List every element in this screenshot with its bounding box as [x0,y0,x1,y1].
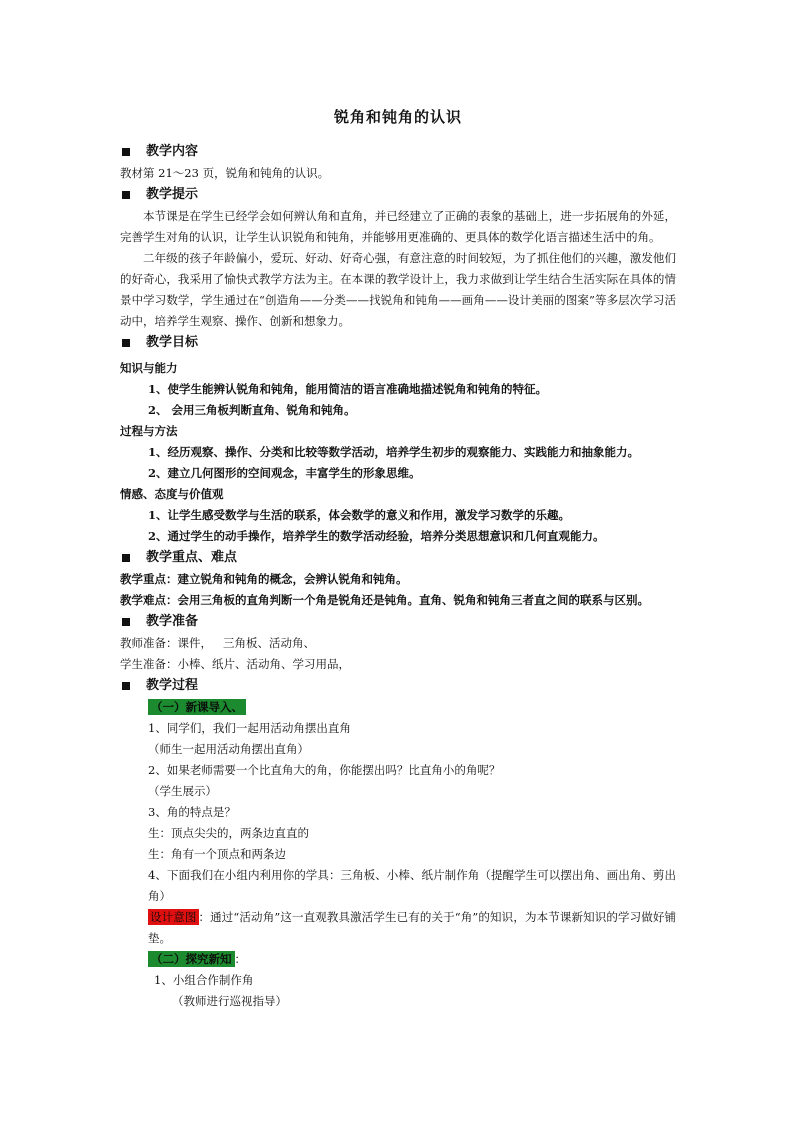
section-heading-text: 教学提示 [146,187,199,202]
section-heading-process [120,675,676,697]
process-sub-note: （教师进行巡视指导） [172,994,287,1008]
section-heading-text: 教学目标 [146,335,199,350]
process-part-1 [120,697,676,718]
section-heading-text: 教学重点、难点 [146,550,238,565]
bullet-square-icon [122,618,130,626]
process-answer: 生：角有一个顶点和两条边 [148,847,286,861]
process-part-2 [120,949,676,970]
design-intent [120,907,676,949]
section-heading-text: 教学过程 [146,678,199,693]
process-sub-step: 1、小组合作制作角 [154,973,254,987]
tips-paragraph-1: 本节课是在学生已经学会如何辨认角和直角，并已经建立了正确的表象的基础上，进一步拓展角的外延，完善学生对角的认识，让学生认识锐角和钝角，并能够用更准确的、更具体的数学化语言描述生活中的角。 [120,209,676,244]
key-focus: 教学重点：建立锐角和钝角的概念，会辨认锐角和钝角。 [120,572,408,586]
bullet-square-icon [122,339,130,347]
prep-teacher: 教师准备：课件， 三角板、活动角、 [120,636,315,650]
bullet-square-icon [122,554,130,562]
section-heading-goals [120,332,676,354]
tips-paragraph-2: 二年级的孩子年龄偏小，爱玩、好动、好奇心强，有意注意的时间较短，为了抓住他们的兴趣，激发他们的好奇心，我采用了愉快式教学方法为主。在本课的教学设计上，我力求做到让学生结合生活实际在具体的情景中学习数学，学生通过在“创造角——分类——找锐角和钝角——画角——设计美丽的图案”等多层次学习活动中，培养学生观察、操作、创新和想象力。 [120,251,676,328]
section-heading-prep [120,611,676,633]
content-text: 教材第 21～23 页，锐角和钝角的认识。 [120,166,330,180]
goal-item: 1、经历观察、操作、分类和比较等数学活动，培养学生初步的观察能力、实践能力和抽象能力。 [148,445,639,459]
part-2-suffix: ： [234,952,246,966]
part-2-highlight: （二）探究新知 [148,951,235,967]
prep-student: 学生准备：小棒、纸片、活动角、学习用品， [120,657,350,671]
goal-item: 2、 会用三角板判断直角、锐角和钝角。 [148,403,356,417]
section-heading-tips [120,184,676,206]
section-heading-text: 教学内容 [146,144,199,159]
design-intent-text: ：通过“活动角”这一直观教具激活学生已有的关于“角”的知识，为本节课新知识的学习做好铺垫。 [148,910,677,945]
process-answer: 生：顶点尖尖的，两条边直直的 [148,826,309,840]
bullet-square-icon [122,148,130,156]
part-1-highlight: （一）新课导入、 [148,699,246,715]
process-note: （师生一起用活动角摆出直角） [148,742,309,756]
bullet-square-icon [122,682,130,690]
section-heading-content [120,141,676,163]
bullet-square-icon [122,191,130,199]
design-intent-label: 设计意图 [150,910,197,924]
process-step: 3、角的特点是？ [148,805,236,819]
process-step: 1、同学们，我们一起用活动角摆出直角 [148,721,351,735]
process-step: 2、如果老师需要一个比直角大的角，你能摆出吗？比直角小的角呢？ [148,763,501,777]
goal-item: 2、建立几何图形的空间观念，丰富学生的形象思维。 [148,466,421,480]
document-page [120,100,676,1012]
goal-item: 2、通过学生的动手操作，培养学生的数学活动经验，培养分类思想意识和几何直观能力。 [148,529,605,543]
goal-group-title: 知识与能力 [120,361,178,375]
goal-group-title: 情感、态度与价值观 [120,487,224,501]
goal-item: 1、使学生能辨认锐角和钝角，能用简洁的语言准确地描述锐角和钝角的特征。 [148,382,547,396]
process-step: 4、下面我们在小组内利用你的学具：三角板、小棒、纸片制作角（提醒学生可以摆出角、画出角、剪出角） [148,868,676,903]
process-note: （学生展示） [148,784,217,798]
section-heading-text: 教学准备 [146,614,199,629]
document-title: 锐角和钝角的认识 [333,108,462,126]
goal-item: 1、让学生感受数学与生活的联系，体会数学的意义和作用，激发学习数学的乐趣。 [148,508,570,522]
goal-group-title: 过程与方法 [120,424,178,438]
key-difficulty: 教学难点：会用三角板的直角判断一个角是锐角还是钝角。直角、锐角和钝角三者直之间的联系与区别。 [120,593,649,607]
section-heading-key [120,547,676,569]
